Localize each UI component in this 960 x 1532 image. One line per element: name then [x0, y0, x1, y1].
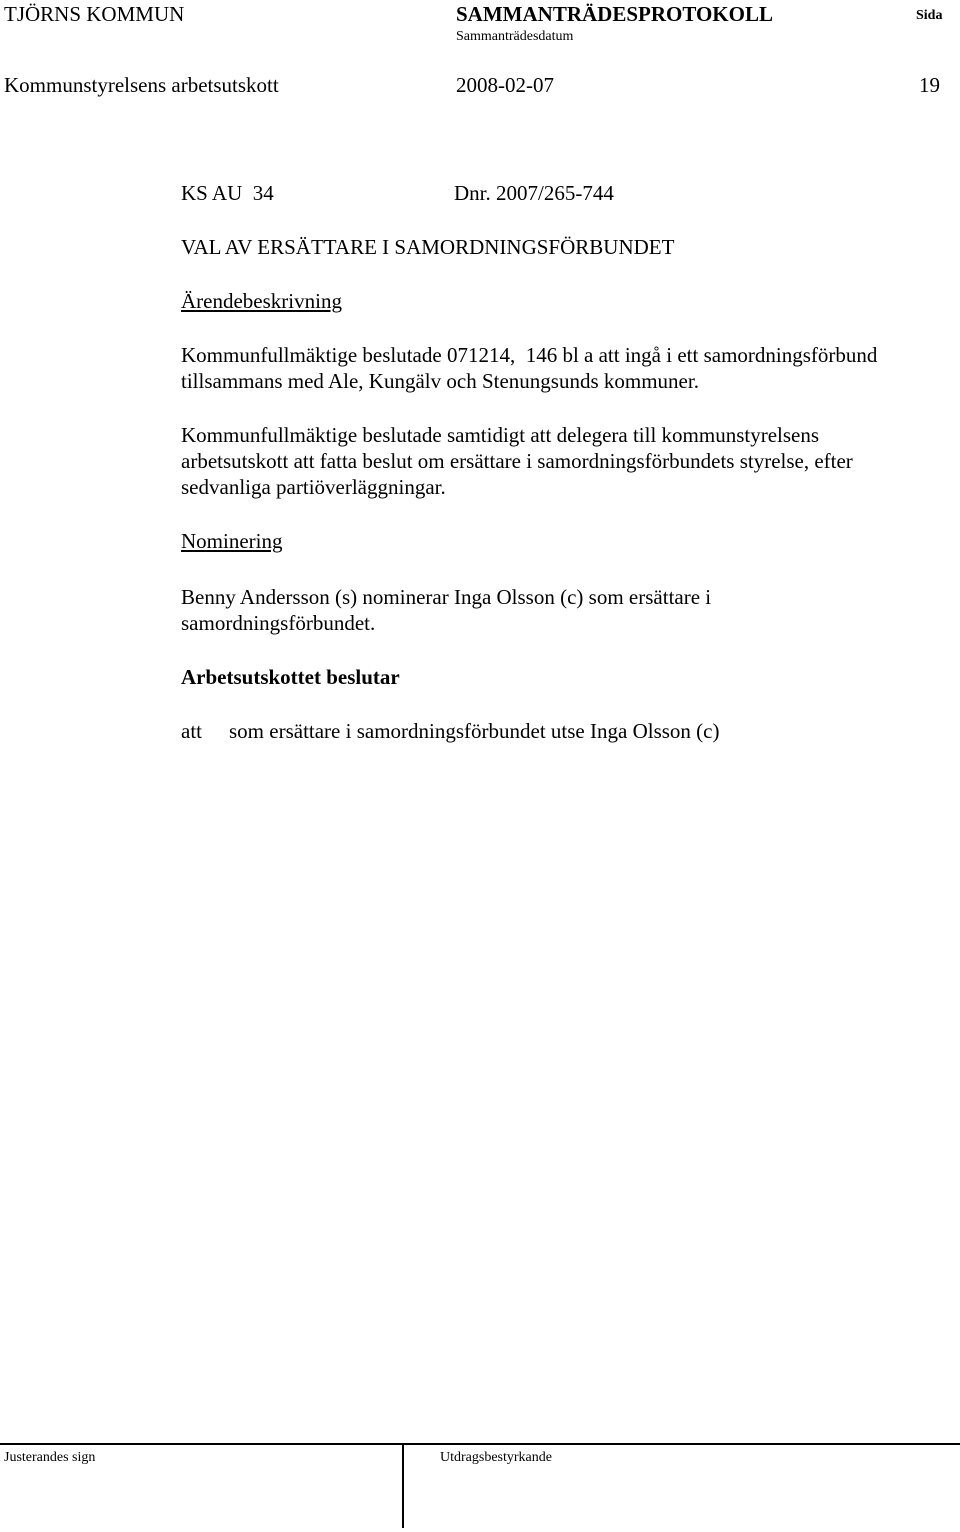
document-type: SAMMANTRÄDESPROTOKOLL — [456, 2, 773, 26]
page-label: Sida — [916, 8, 943, 23]
utdragsbestyrkande-label: Utdragsbestyrkande — [440, 1450, 552, 1465]
description-p2-line3: sedvanliga partiöverläggningar. — [181, 475, 446, 499]
case-dnr: Dnr. 2007/265-744 — [454, 181, 614, 205]
description-p2-line1: Kommunfullmäktige beslutade samtidigt att delegera till kommunstyrelsens — [181, 423, 820, 447]
page-number: 19 — [919, 73, 940, 97]
nomination-line1: Benny Andersson (s) nominerar Inga Olsson (c) som ersättare i — [181, 585, 712, 609]
case-paragraph: KS AU 34 — [181, 181, 274, 205]
footer-divider — [0, 1443, 960, 1445]
justerandes-sign-label: Justerandes sign — [4, 1450, 96, 1465]
description-heading: Ärendebeskrivning — [181, 289, 342, 313]
description-p1-line2: tillsammans med Ale, Kungälv och Stenungsunds kommuner. — [181, 369, 699, 393]
footer-vertical-divider — [402, 1443, 404, 1528]
nomination-heading: Nominering — [181, 529, 283, 553]
committee-name: Kommunstyrelsens arbetsutskott — [4, 73, 279, 97]
decision-text: som ersättare i samordningsförbundet utse Inga Olsson (c) — [229, 719, 720, 743]
decision-att: att — [181, 719, 202, 743]
meeting-date: 2008-02-07 — [456, 73, 554, 97]
municipality-name: TJÖRNS KOMMUN — [4, 2, 185, 26]
date-label: Sammanträdesdatum — [456, 29, 574, 44]
case-title: VAL AV ERSÄTTARE I SAMORDNINGSFÖRBUNDET — [181, 235, 675, 259]
description-p2-line2: arbetsutskott att fatta beslut om ersättare i samordningsförbundets styrelse, efter — [181, 449, 853, 473]
nomination-line2: samordningsförbundet. — [181, 611, 376, 635]
description-p1-line1: Kommunfullmäktige beslutade 071214, 146 bl a att ingå i ett samordningsförbund — [181, 343, 878, 367]
decision-heading: Arbetsutskottet beslutar — [181, 665, 400, 689]
